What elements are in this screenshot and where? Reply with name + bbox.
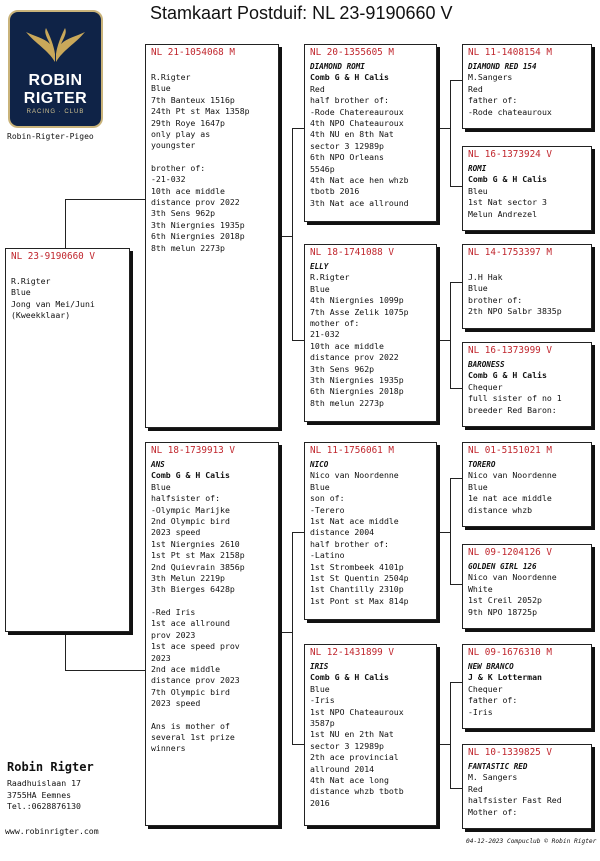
pigeon-line: full sister of no 1 [468, 393, 562, 404]
connector-line [292, 340, 304, 341]
ring-number: NL 09-1204126 V [468, 547, 552, 558]
pigeon-line: 7th Asse Zelik 1075p [310, 306, 409, 317]
ring-number: NL 18-1739913 V [151, 445, 235, 456]
pigeon-line: 1st Creil 2052p [468, 595, 542, 606]
pigeon-name: ROMI [468, 164, 487, 173]
pigeon-line: 2nd Olympic bird [151, 516, 230, 527]
pigeon-line: distance prov 2022 [310, 352, 399, 363]
pigeon-line: 1st Nat sector 3 [468, 197, 547, 208]
ring-number: NL 23-9190660 V [11, 251, 95, 262]
owner-phone: Tel.:0628876130 [7, 801, 81, 811]
pigeon-line: 3th Bierges 6428p [151, 584, 235, 595]
ring-number: NL 16-1373924 V [468, 149, 552, 160]
pigeon-line: sector 3 12989p [310, 140, 384, 151]
ring-number: NL 10-1339825 V [468, 747, 552, 758]
logo-tagline: RACING · CLUB [26, 109, 85, 115]
connector-line [292, 128, 293, 340]
pigeon-line: 2023 speed [151, 527, 201, 538]
connector-line [450, 478, 462, 479]
pigeon-line: 3th Sens 962p [151, 208, 216, 219]
pigeon-line: 2023 [151, 652, 171, 663]
pigeon-line: 29th Roye 1647p [151, 117, 225, 128]
pigeon-line: 3th Niergnies 1935p [310, 375, 404, 386]
connector-line [292, 532, 304, 533]
connector-line [279, 236, 293, 237]
pigeon-line: halfsister of: [151, 493, 221, 504]
pigeon-line: 7th Banteux 1516p [151, 94, 235, 105]
footer-text: 04-12-2023 Compuclub © Robin Rigter [466, 838, 597, 845]
pigeon-line: 2th ace provincial [310, 752, 399, 763]
pigeon-line: 1st Nat ace middle [310, 516, 399, 527]
pigeon-line: father of: [468, 695, 518, 706]
pigeon-line: Melun Andrezel [468, 208, 538, 219]
pigeon-line: 24th Pt st Max 1358p [151, 106, 250, 117]
pigeon-line: (Kweekklaar) [11, 310, 71, 321]
owner-address: Raadhuislaan 17 [7, 778, 81, 788]
connector-line [437, 128, 451, 129]
pigeon-line: Jong van Mei/Juni [11, 298, 95, 309]
pigeon-name: IRIS [310, 662, 329, 671]
pigeon-line: 4th NU en 8th Nat [310, 129, 394, 140]
connector-line [450, 186, 462, 187]
ring-number: NL 14-1753397 M [468, 247, 552, 258]
connector-line [279, 632, 293, 633]
pigeon-line: -Iris [468, 706, 493, 717]
breeder-name: Nico van Noordenne [468, 470, 557, 481]
pigeon-name: DIAMOND RED 154 [468, 62, 537, 71]
connector-line [437, 744, 451, 745]
pigeon-name: DIAMOND ROMI [310, 62, 365, 71]
pigeon-line: Blue [468, 481, 488, 492]
pigeon-line: 7th Olympic bird [151, 686, 230, 697]
dam-card [145, 442, 279, 826]
pigeon-line: 8th melun 2273p [151, 242, 225, 253]
great-grandparent-card [462, 244, 592, 329]
pigeon-line: 4th Niergnies 1099p [310, 295, 404, 306]
pigeon-line: 1st St Quentin 2504p [310, 573, 409, 584]
connector-line [450, 682, 462, 683]
pigeon-line: Blue [11, 287, 31, 298]
connector-line [450, 80, 462, 81]
pigeon-line: halfsister Fast Red [468, 795, 562, 806]
pigeon-line: distance prov 2022 [151, 197, 240, 208]
owner-name: Robin Rigter [7, 760, 94, 774]
breeder-name: Comb G & H Calis [468, 370, 547, 381]
connector-line [65, 632, 66, 670]
breeder-name: Comb G & H Calis [310, 72, 389, 83]
pigeon-line: 1st ace allround [151, 618, 230, 629]
pigeon-line: 3587p [310, 718, 335, 729]
great-grandparent-card [462, 644, 592, 729]
pigeon-line: 2nd Quievrain 3856p [151, 561, 245, 572]
connector-line [450, 282, 462, 283]
pigeon-line: 3th Niergnies 1935p [151, 219, 245, 230]
pigeon-line: Blue [151, 481, 171, 492]
ring-number: NL 11-1756061 M [310, 445, 394, 456]
pigeon-line: distance whzb [468, 504, 533, 515]
pigeon-line: youngster [151, 140, 196, 151]
pigeon-line: Red [468, 83, 483, 94]
dam-dam-card [304, 644, 437, 826]
pigeon-name: BARONESS [468, 360, 505, 369]
connector-line [450, 388, 462, 389]
connector-line [437, 340, 451, 341]
pigeon-line: -Red Iris [151, 606, 196, 617]
breeder-name: Comb G & H Calis [310, 672, 389, 683]
pigeon-line: mother of: [310, 318, 360, 329]
pigeon-line: 3th Sens 962p [310, 363, 375, 374]
great-grandparent-card [462, 442, 592, 527]
connector-line [65, 670, 145, 671]
logo-caption: Robin-Rigter-Pigeo [7, 132, 94, 141]
breeder-name: J & K Lotterman [468, 672, 542, 683]
pigeon-line: 10th ace middle [310, 340, 384, 351]
pigeon-line: Chequer [468, 683, 503, 694]
pigeon-line: -Terero [310, 504, 345, 515]
pigeon-line: father of: [468, 95, 518, 106]
pigeon-line: only play as [151, 129, 211, 140]
pigeon-line: 3th Melun 2219p [151, 573, 225, 584]
pigeon-line: Blue [151, 83, 171, 94]
website-link[interactable]: www.robinrigter.com [5, 826, 99, 836]
connector-line [292, 744, 304, 745]
great-grandparent-card [462, 146, 592, 231]
logo-name-line2: RIGTER [23, 90, 88, 107]
connector-line [450, 80, 451, 186]
pigeon-line: winners [151, 743, 186, 754]
ring-number: NL 20-1355605 M [310, 47, 394, 58]
breeder-name: Nico van Noordenne [468, 572, 557, 583]
pigeon-line: Bleu [468, 185, 488, 196]
pigeon-line: Red [310, 83, 325, 94]
pigeon-line: 1st Pont st Max 814p [310, 595, 409, 606]
connector-line [450, 788, 462, 789]
pigeon-line: -Iris [310, 695, 335, 706]
pigeon-name: NICO [310, 460, 329, 469]
sire-dam-card [304, 244, 437, 422]
pigeon-name: NEW BRANCO [468, 662, 514, 671]
pigeon-line: 1st NPO Chateauroux [310, 706, 404, 717]
pigeon-line: Chequer [468, 381, 503, 392]
pigeon-line: 4th Nat ace long [310, 775, 389, 786]
pigeon-line: 6th Niergnies 2018p [310, 386, 404, 397]
pigeon-line: 1st Niergnies 2610 [151, 538, 240, 549]
ring-number: NL 16-1373999 V [468, 345, 552, 356]
pigeon-line: son of: [310, 493, 345, 504]
pigeon-line: 10th ace middle [151, 185, 225, 196]
pigeon-line: 5546p [310, 163, 335, 174]
breeder-name: Nico van Noordenne [310, 470, 399, 481]
pigeon-line: 1st Chantilly 2310p [310, 584, 404, 595]
pigeon-line: brother of: [151, 162, 206, 173]
ring-number: NL 21-1054068 M [151, 47, 235, 58]
great-grandparent-card [462, 342, 592, 427]
pigeon-line: White [468, 583, 493, 594]
pigeon-name: GOLDEN GIRL 126 [468, 562, 537, 571]
pigeon-line: 1st Pt st Max 2158p [151, 550, 245, 561]
pigeon-line: allround 2014 [310, 763, 375, 774]
pigeon-line: 1st NU en 2th Nat [310, 729, 394, 740]
ring-number: NL 11-1408154 M [468, 47, 552, 58]
breeder-name: M. Sangers [468, 772, 518, 783]
pigeon-line: R.Rigter [151, 72, 191, 82]
pigeon-line: sector 3 12989p [310, 740, 384, 751]
pigeon-line: distance prov 2023 [151, 675, 240, 686]
robin-rigter-logo [8, 10, 103, 128]
pigeon-line: distance whzb tbotb [310, 786, 404, 797]
owner-city: 3755HA Eemnes [7, 789, 72, 800]
connector-line [292, 532, 293, 744]
breeder-name: Comb G & H Calis [468, 174, 547, 185]
connector-line [437, 532, 451, 533]
pigeon-line: Blue [468, 283, 488, 294]
sire-card [145, 44, 279, 428]
pigeon-line: 1e nat ace middle [468, 493, 552, 504]
breeder-name: M.Sangers [468, 72, 513, 83]
pigeon-line: Blue [310, 481, 330, 492]
pigeon-line: 4th NPO Chateauroux [310, 118, 404, 129]
pigeon-line: -Rode Chatereauroux [310, 106, 404, 117]
pigeon-line: 2nd ace middle [151, 663, 221, 674]
great-grandparent-card [462, 44, 592, 129]
pigeon-line: Comb G & H Calis [151, 470, 230, 481]
ring-number: NL 01-5151021 M [468, 445, 552, 456]
breeder-name: R.Rigter [310, 272, 350, 283]
pigeon-line: Blue [310, 683, 330, 694]
pigeon-name: ELLY [310, 262, 329, 271]
subject-card [5, 248, 130, 632]
connector-line [65, 199, 66, 249]
pigeon-line: 1st Strombeek 4101p [310, 561, 404, 572]
page-title: Stamkaart Postduif: NL 23-9190660 V [150, 3, 453, 23]
pigeon-line: Red [468, 783, 483, 794]
pigeon-line: -21-032 [151, 174, 186, 185]
owner-info [7, 760, 94, 813]
dam-sire-card [304, 442, 437, 620]
pigeon-line: Ans is mother of [151, 720, 230, 731]
pigeon-line: 21-032 [310, 329, 340, 340]
pigeon-line: Blue [310, 283, 330, 294]
pigeon-line: 2016 [310, 797, 330, 808]
pigeon-line: R.Rigter [11, 276, 51, 286]
pigeon-line: -Rode chateauroux [468, 106, 552, 117]
pigeon-line: 6th Niergnies 2018p [151, 231, 245, 242]
breeder-name: J.H Hak [468, 272, 503, 282]
ring-number: NL 09-1676310 M [468, 647, 552, 658]
connector-line [292, 128, 304, 129]
pigeon-line: 6th NPO Orleans [310, 152, 384, 163]
pigeon-name: ANS [151, 460, 165, 469]
connector-line [450, 282, 451, 388]
pigeon-line: 9th NPO 18725p [468, 606, 538, 617]
connector-line [65, 199, 145, 200]
pigeon-line: 1st ace speed prov [151, 641, 240, 652]
sire-sire-card [304, 44, 437, 222]
pigeon-name: FANTASTIC RED [468, 762, 528, 771]
pigeon-line: several 1st prize [151, 731, 235, 742]
pigeon-line: tbotb 2016 [310, 186, 360, 197]
pigeon-line: 8th melun 2273p [310, 397, 384, 408]
great-grandparent-card [462, 744, 592, 829]
pigeon-line: half brother of: [310, 95, 389, 106]
wings-icon [24, 26, 87, 66]
ring-number: NL 12-1431899 V [310, 647, 394, 658]
logo-name-line1: ROBIN [28, 72, 83, 89]
pigeon-line: 4th Nat ace hen whzb [310, 175, 409, 186]
pigeon-line: 2th NPO Salbr 3835p [468, 306, 562, 317]
connector-line [450, 584, 462, 585]
pigeon-line: -Olympic Marijke [151, 504, 230, 515]
pigeon-line: brother of: [468, 294, 523, 305]
pigeon-name [468, 261, 586, 272]
pigeon-line: 2023 speed [151, 698, 201, 709]
ring-number: NL 18-1741088 V [310, 247, 394, 258]
pigeon-line: -Latino [310, 550, 345, 561]
pigeon-line: prov 2023 [151, 629, 196, 640]
great-grandparent-card [462, 544, 592, 629]
pigeon-line: Mother of: [468, 806, 518, 817]
connector-line [450, 478, 451, 584]
pigeon-line: distance 2004 [310, 527, 375, 538]
pigeon-line: half brother of: [310, 538, 389, 549]
pigeon-line: 3th Nat ace allround [310, 197, 409, 208]
pigeon-line: breeder Red Baron: [468, 404, 557, 415]
connector-line [450, 682, 451, 788]
pigeon-name: TORERO [468, 460, 496, 469]
